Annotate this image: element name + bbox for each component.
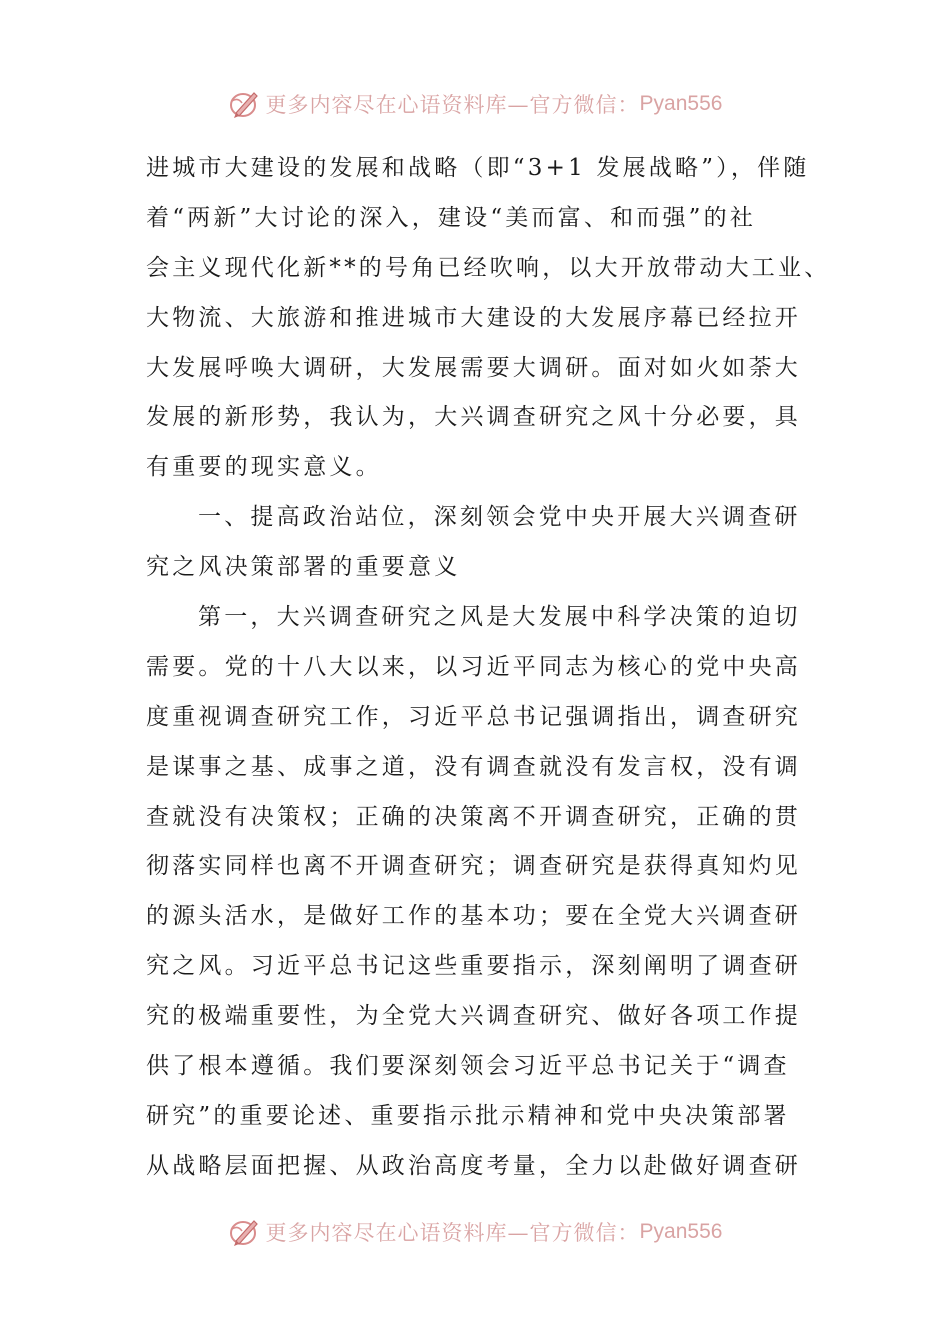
watermark-text: 更多内容尽在心语资料库—官方微信： — [265, 1221, 640, 1245]
document-body — [146, 144, 831, 1192]
text-line: 究之风决策部署的重要意义 — [146, 554, 461, 581]
text-line: 发展的新形势，我认为，大兴调查研究之风十分必要，具 — [146, 404, 801, 431]
text-line: 查就没有决策权；正确的决策离不开调查研究，正确的贯 — [146, 803, 801, 830]
text-line: 会主义现代化新**的号角已经吹响，以大开放带动大工业、 — [146, 254, 831, 281]
text-line: 第一，大兴调查研究之风是大发展中科学决策的迫切 — [198, 604, 801, 631]
watermark-wechat-id: Pyan556 — [639, 1220, 723, 1243]
pen-logo-icon — [228, 1215, 262, 1249]
text-line: 究之风。习近平总书记这些重要指示，深刻阐明了调查研 — [146, 953, 801, 980]
text-line: 彻落实同样也离不开调查研究；调查研究是获得真知灼见 — [146, 853, 801, 880]
text-line: 究的极端重要性，为全党大兴调查研究、做好各项工作提 — [146, 1003, 801, 1030]
text-line: 需要。党的十八大以来，以习近平同志为核心的党中央高 — [146, 653, 801, 680]
text-line: 一、提高政治站位，深刻领会党中央开展大兴调查研 — [198, 504, 801, 531]
text-line: 是谋事之基、成事之道，没有调查就没有发言权，没有调 — [146, 753, 801, 780]
text-line: 进城市大建设的发展和战略（即“3+1 发展战略”），伴随 — [146, 155, 810, 181]
text-line: 供了根本遵循。我们要深刻领会习近平总书记关于“调查 — [146, 1053, 790, 1080]
text-line: 研究”的重要论述、重要指示批示精神和党中央决策部署 — [146, 1102, 790, 1129]
text-line: 有重要的现实意义。 — [146, 454, 382, 481]
text-line: 度重视调查研究工作，习近平总书记强调指出，调查研究 — [146, 703, 801, 730]
footer-watermark — [0, 1212, 950, 1252]
pen-logo-icon — [228, 87, 262, 121]
header-watermark — [0, 84, 950, 124]
text-line: 从战略层面把握、从政治高度考量，全力以赴做好调查研 — [146, 1152, 801, 1179]
watermark-text: 更多内容尽在心语资料库—官方微信： — [265, 93, 640, 117]
text-line: 大发展呼唤大调研，大发展需要大调研。面对如火如荼大 — [146, 354, 801, 381]
watermark-wechat-id: Pyan556 — [639, 92, 723, 115]
text-line: 大物流、大旅游和推进城市大建设的大发展序幕已经拉开 — [146, 304, 801, 331]
text-line: 着“两新”大讨论的深入，建设“美而富、和而强”的社 — [146, 204, 757, 231]
text-line: 的源头活水，是做好工作的基本功；要在全党大兴调查研 — [146, 903, 801, 930]
